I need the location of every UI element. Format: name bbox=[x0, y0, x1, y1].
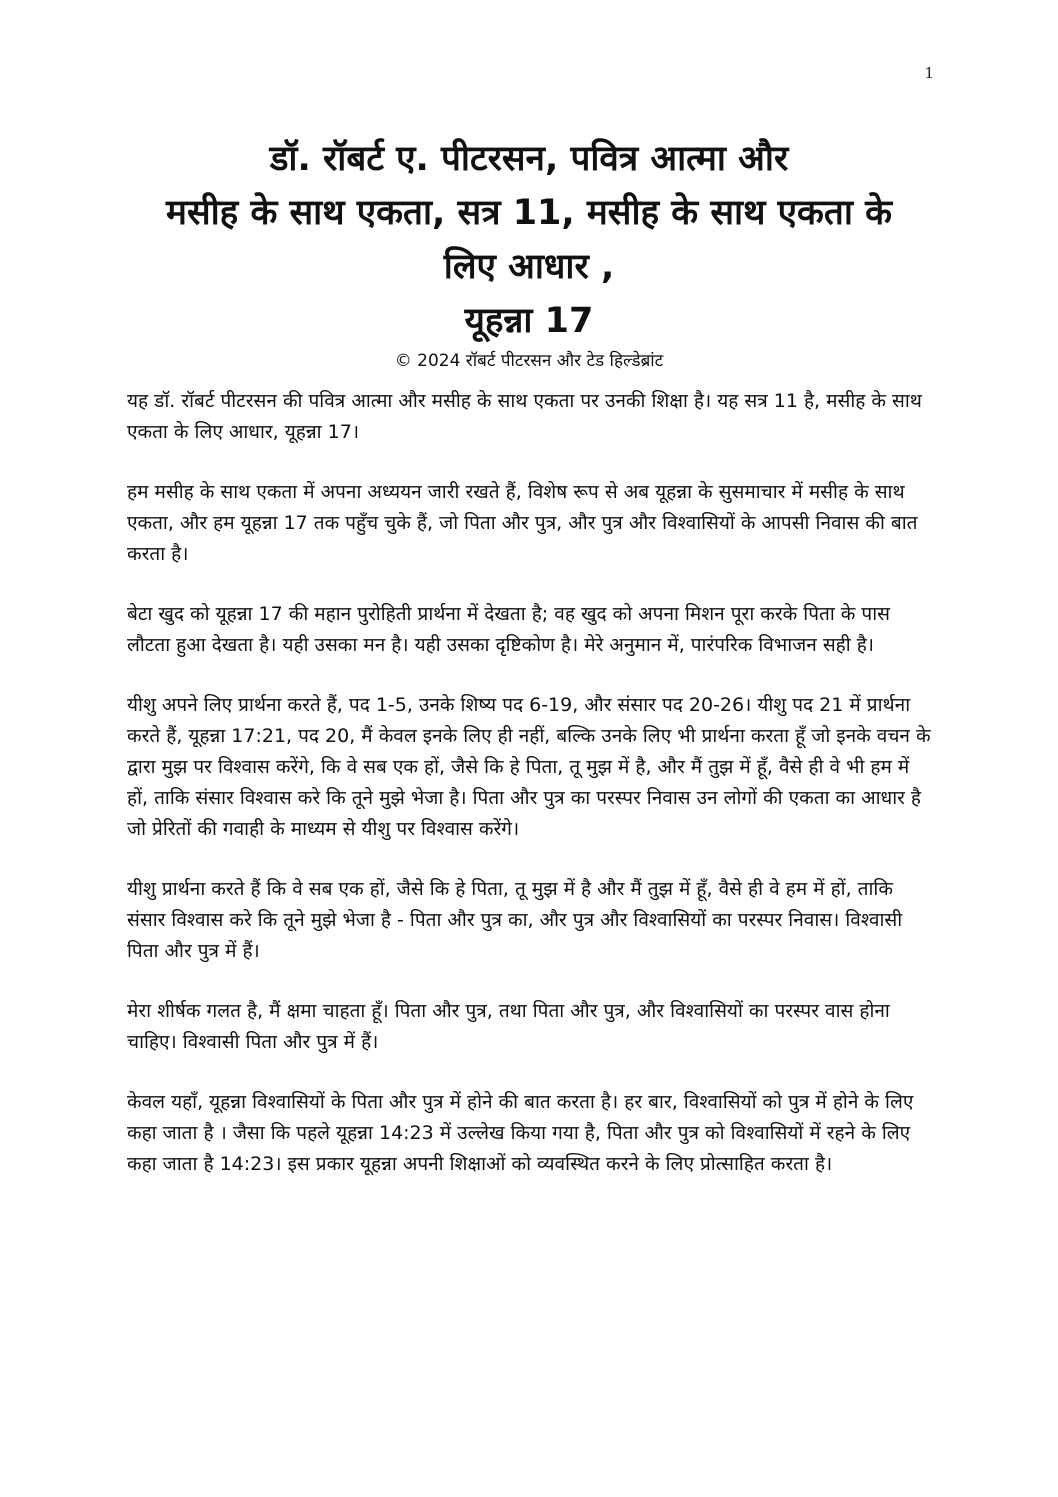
paragraph-7: केवल यहाँ, यूहन्ना विश्वासियों के पिता और पुत्र में होने की बात करता है। हर बार, विश्वासियों को पुत्र में होने के लिए कहा जाता है । जैसा कि पहले यूहन्ना 14:23 में उल्लेख किया गया है, पिता और पुत्र को विश्वासियों में रहने के लिए कहा जाता है 14:23। इस प्रकार यूहन्ना अपनी शिक्षाओं को व्यवस्थित करने के लिए प्रोत्साहित करता है। bbox=[127, 1091, 914, 1175]
body-text bbox=[127, 386, 933, 1209]
title-line-4: यूहन्ना 17 bbox=[464, 301, 594, 341]
page-number: 1 bbox=[924, 64, 934, 82]
title-line-2: मसीह के साथ एकता, सत्र 11, मसीह के साथ एकता के bbox=[166, 193, 892, 233]
paragraph-4: यीशु अपने लिए प्रार्थना करते हैं, पद 1-5, उनके शिष्य पद 6-19, और संसार पद 20-26। यीशु पद 21 में प्रार्थना करते हैं, यूहन्ना 17:21, पद 20, मैं केवल इनके लिए ही नहीं, बल्कि उनके लिए भी प्रार्थना करता हूँ जो इनके वचन के द्वारा मुझ पर विश्वास करेंगे, कि वे सब एक हों, जैसे कि हे पिता, तू मुझ में है, और मैं तुझ में हूँ, वैसे ही वे भी हम में हों, ताकि संसार विश्वास करे कि तूने मुझे भेजा है। पिता और पुत्र का परस्पर निवास उन लोगों की एकता का आधार है जो प्रेरितों की गवाही के माध्यम से यीशु पर विश्वास करेंगे। bbox=[127, 694, 931, 840]
paragraph-2: हम मसीह के साथ एकता में अपना अध्ययन जारी रखते हैं, विशेष रूप से अब यूहन्ना के सुसमाचार में मसीह के साथ एकता, और हम यूहन्ना 17 तक पहुँच चुके हैं, जो पिता और पुत्र, और पुत्र और विश्वासियों के आपसी निवास की बात करता है। bbox=[127, 481, 918, 565]
title-line-3: लिए आधार , bbox=[443, 247, 615, 287]
paragraph-6: मेरा शीर्षक गलत है, मैं क्षमा चाहता हूँ। पिता और पुत्र, तथा पिता और पुत्र, और विश्वासियों का परस्पर वास होना चाहिए। विश्वासी पिता और पुत्र में हैं। bbox=[127, 1000, 890, 1053]
paragraph-1: यह डॉ. रॉबर्ट पीटरसन की पवित्र आत्मा और मसीह के साथ एकता पर उनकी शिक्षा है। यह सत्र 11 है, मसीह के साथ एकता के लिए आधार, यूहन्ना 17। bbox=[127, 390, 922, 443]
paragraph-5: यीशु प्रार्थना करते हैं कि वे सब एक हों, जैसे कि हे पिता, तू मुझ में है और मैं तुझ में हूँ, वैसे ही वे हम में हों, ताकि संसार विश्वास करे कि तूने मुझे भेजा है - पिता और पुत्र का, और पुत्र और विश्वासियों का परस्पर निवास। विश्वासी पिता और पुत्र में हैं। bbox=[127, 878, 903, 962]
title-block bbox=[96, 132, 962, 374]
title-line-1: डॉ. रॉबर्ट ए. पीटरसन, पवित्र आत्मा और bbox=[269, 139, 789, 179]
paragraph-3: बेटा खुद को यूहन्ना 17 की महान पुरोहिती प्रार्थना में देखता है; वह खुद को अपना मिशन पूरा करके पिता के पास लौटता हुआ देखता है। यही उसका मन है। यही उसका दृष्टिकोण है। मेरे अनुमान में, पारंपरिक विभाजन सही है। bbox=[127, 603, 890, 656]
copyright-notice: © 2024 रॉबर्ट पीटरसन और टेड हिल्डेब्रांट bbox=[394, 351, 664, 371]
